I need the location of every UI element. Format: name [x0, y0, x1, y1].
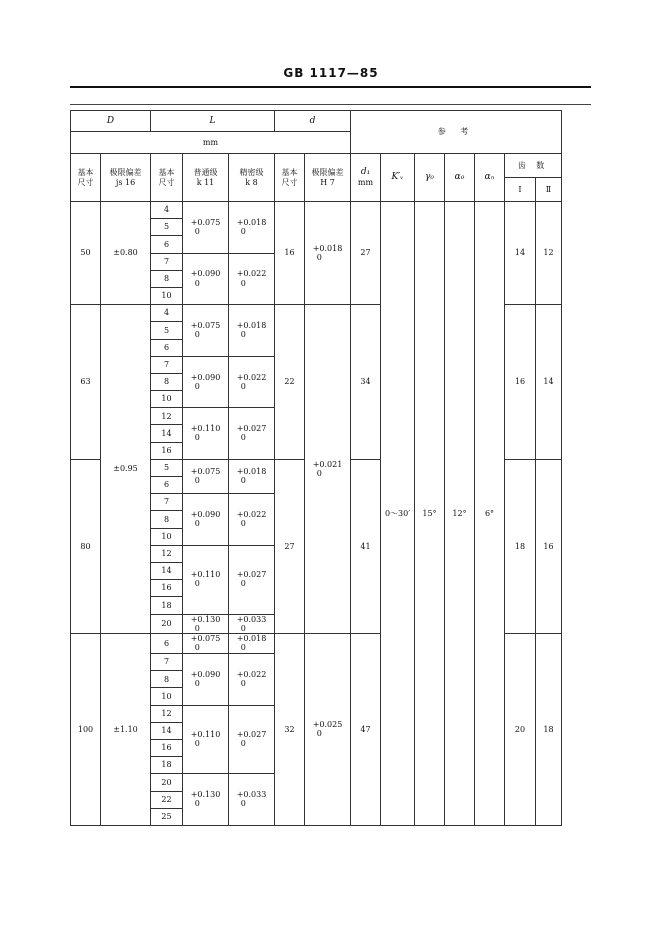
text: d₁ — [360, 167, 371, 178]
tolerance-value — [313, 244, 343, 262]
text: mm — [202, 137, 219, 147]
L-basic-size — [151, 322, 183, 339]
L-basic-size — [151, 442, 183, 459]
js16-heading — [101, 154, 151, 202]
alpha0-value — [445, 202, 475, 826]
D-basic-size — [71, 459, 101, 633]
text: +0.075 — [190, 217, 221, 227]
k8-tolerance — [229, 705, 275, 774]
tolerance-value — [191, 269, 221, 287]
d1-heading — [351, 154, 381, 202]
text: +0.018 — [236, 467, 267, 477]
text: 0 — [240, 330, 246, 340]
L-basic-size — [151, 705, 183, 722]
text: +0.022 — [236, 669, 267, 679]
tolerance-value — [191, 670, 221, 688]
text: 41 — [360, 541, 371, 551]
tolerance-value — [191, 634, 221, 652]
text: +0.027 — [236, 424, 267, 434]
k11-tolerance — [183, 634, 229, 654]
text: 基本 — [158, 167, 175, 177]
js16-deviation — [101, 305, 151, 634]
teeth-II-value — [536, 305, 562, 460]
text: 25 — [161, 812, 172, 822]
text: 12 — [161, 708, 172, 718]
text: 0 — [240, 679, 246, 689]
text: 极限偏差 — [311, 167, 344, 177]
text: 47 — [360, 724, 371, 734]
text: 6 — [163, 480, 170, 490]
text: +0.033 — [236, 614, 267, 624]
text: +0.090 — [190, 372, 221, 382]
text: mm — [357, 178, 374, 188]
alphan-heading — [475, 154, 505, 202]
L-basic-size — [151, 373, 183, 390]
L-basic-size — [151, 614, 183, 634]
text: +0.075 — [190, 321, 221, 331]
text: 基本 — [77, 167, 94, 177]
teeth-I-value — [505, 459, 536, 633]
k8-tolerance — [229, 202, 275, 254]
text: 63 — [80, 377, 91, 387]
reference-heading — [351, 111, 562, 154]
text: 34 — [360, 377, 371, 387]
L-basic-size — [151, 528, 183, 545]
tolerance-value — [191, 321, 221, 339]
L-basic-size — [151, 253, 183, 270]
H7-deviation — [305, 202, 351, 305]
text: 18 — [543, 724, 554, 734]
D-basic-size — [71, 305, 101, 460]
L-basic-size — [151, 356, 183, 373]
L-basic-size — [151, 287, 183, 304]
text: 0 — [240, 643, 246, 653]
text: k 8 — [245, 177, 258, 187]
text: 27 — [360, 248, 371, 258]
text: 精密级 — [239, 167, 264, 177]
text: 0 — [194, 330, 200, 340]
L-basic-size — [151, 722, 183, 739]
text: 0 — [240, 799, 246, 809]
unit-mm — [71, 132, 351, 154]
L-basic-size — [151, 236, 183, 253]
text: 18 — [514, 541, 526, 551]
text: 0 — [194, 476, 200, 486]
k8-tolerance — [229, 654, 275, 706]
teeth-I-value — [505, 202, 536, 305]
teeth-II-heading — [536, 178, 562, 202]
text: ±1.10 — [113, 724, 138, 734]
text: 0 — [316, 469, 322, 478]
text: 10 — [161, 691, 172, 701]
text: +0.022 — [236, 269, 267, 279]
js16-deviation — [101, 202, 151, 305]
tolerance-value — [313, 720, 343, 738]
text: +0.090 — [190, 269, 221, 279]
k11-tolerance — [183, 459, 229, 493]
col-L-heading — [151, 111, 275, 132]
text: 0 — [316, 729, 322, 739]
L-basic-size — [151, 774, 183, 791]
tolerance-value — [191, 570, 221, 588]
L-basic-size — [151, 459, 183, 476]
text: +0.018 — [236, 634, 267, 644]
text: 12 — [161, 411, 172, 421]
H7-heading — [305, 154, 351, 202]
L-basic-size — [151, 562, 183, 579]
tolerance-value — [237, 730, 267, 748]
k8-tolerance — [229, 634, 275, 654]
text: 0 — [194, 799, 200, 809]
text: 6° — [484, 508, 495, 518]
tolerance-value — [237, 269, 267, 287]
L-basic-size — [151, 511, 183, 528]
text: +0.027 — [236, 730, 267, 740]
text: 0 — [240, 579, 246, 589]
text: +0.130 — [190, 790, 221, 800]
text: α₀ — [454, 172, 465, 183]
text: 15° — [422, 508, 437, 518]
teeth-I-value — [505, 634, 536, 826]
text: 16 — [514, 377, 526, 387]
k11-tolerance — [183, 305, 229, 357]
kv-value — [381, 202, 415, 826]
text: 14 — [161, 428, 172, 438]
text: γ₀ — [425, 172, 434, 183]
tolerance-value — [237, 634, 267, 652]
text: k 11 — [196, 177, 215, 187]
tolerance-value — [237, 373, 267, 391]
text: D — [106, 115, 115, 126]
L-basic-size — [151, 391, 183, 408]
text: 0 — [194, 739, 200, 749]
tolerance-value — [191, 373, 221, 391]
L-basic-size — [151, 634, 183, 654]
basic-size-heading — [71, 154, 101, 202]
tolerance-value — [237, 790, 267, 808]
H7-deviation — [305, 305, 351, 634]
col-d-heading — [275, 111, 351, 132]
text: 22 — [161, 794, 172, 804]
text: ±0.80 — [113, 248, 138, 258]
d1-value — [351, 305, 381, 460]
d-basic-size — [275, 459, 305, 633]
L-basic-size — [151, 494, 183, 511]
tolerance-value — [237, 218, 267, 236]
text: 0 — [194, 643, 200, 653]
L-basic-size — [151, 688, 183, 705]
basic-size-heading — [151, 154, 183, 202]
tolerance-value — [237, 570, 267, 588]
tolerance-value — [237, 424, 267, 442]
text: 尺寸 — [77, 177, 94, 187]
text: 0 — [240, 476, 246, 486]
k8-tolerance — [229, 459, 275, 493]
tolerance-value — [237, 615, 267, 633]
D-basic-size — [71, 634, 101, 826]
text: ±0.95 — [113, 464, 138, 474]
L-basic-size — [151, 597, 183, 614]
text: 7 — [163, 359, 170, 369]
L-basic-size — [151, 671, 183, 688]
L-basic-size — [151, 808, 183, 825]
text: +0.090 — [190, 510, 221, 520]
text: +0.075 — [190, 634, 221, 644]
text: 6 — [163, 342, 170, 352]
k8-tolerance — [229, 774, 275, 826]
L-basic-size — [151, 270, 183, 287]
text: +0.075 — [190, 467, 221, 477]
gamma0-heading — [415, 154, 445, 202]
text: 极限偏差 — [109, 167, 142, 177]
d-basic-size — [275, 202, 305, 305]
text: 16 — [161, 445, 172, 455]
text: +0.130 — [190, 614, 221, 624]
tolerance-value — [191, 218, 221, 236]
k11-tolerance — [183, 408, 229, 460]
text: 8 — [163, 274, 170, 284]
text: 参 考 — [437, 127, 475, 137]
k11-tolerance — [183, 356, 229, 408]
text: 12° — [452, 508, 467, 518]
teeth-I-value — [505, 305, 536, 460]
js16-deviation — [101, 634, 151, 826]
text: 16 — [161, 583, 172, 593]
text: 50 — [80, 248, 91, 258]
text: +0.021 — [312, 459, 343, 469]
L-basic-size — [151, 219, 183, 236]
alpha0-heading — [445, 154, 475, 202]
text: 0 — [194, 278, 200, 288]
L-basic-size — [151, 305, 183, 322]
teeth-II-value — [536, 459, 562, 633]
d-basic-size — [275, 634, 305, 826]
tolerance-value — [237, 510, 267, 528]
text: 0 — [240, 381, 246, 391]
L-basic-size — [151, 477, 183, 494]
k8-tolerance — [229, 545, 275, 614]
tolerance-value — [191, 424, 221, 442]
D-basic-size — [71, 202, 101, 305]
text: Ⅱ — [545, 184, 552, 194]
L-basic-size — [151, 757, 183, 774]
text: 14 — [161, 726, 172, 736]
tolerance-value — [191, 790, 221, 808]
tolerance-value — [191, 730, 221, 748]
text: H 7 — [320, 177, 335, 187]
standard-code: GB 1117—85 — [283, 66, 379, 80]
text: 18 — [161, 600, 172, 610]
d1-value — [351, 634, 381, 826]
text: 20 — [514, 724, 526, 734]
text: K′ᵥ — [391, 172, 404, 183]
text: 16 — [161, 743, 172, 753]
tolerance-value — [191, 467, 221, 485]
text: 7 — [163, 497, 170, 507]
text: 14 — [543, 377, 554, 387]
dimension-table — [70, 110, 562, 826]
k11-tolerance — [183, 202, 229, 254]
text: +0.022 — [236, 372, 267, 382]
k8-tolerance — [229, 408, 275, 460]
text: js 16 — [115, 177, 136, 187]
header-rule — [70, 86, 591, 88]
text: 尺寸 — [158, 177, 175, 187]
d1-value — [351, 202, 381, 305]
text: 6 — [163, 638, 170, 648]
k11-tolerance — [183, 774, 229, 826]
text: 4 — [163, 205, 170, 215]
text: 8 — [163, 674, 170, 684]
teeth-II-value — [536, 202, 562, 305]
gamma0-value — [415, 202, 445, 826]
k11-tolerance — [183, 253, 229, 305]
L-basic-size — [151, 545, 183, 562]
text: 0 — [240, 227, 246, 237]
text: 普通级 — [193, 167, 218, 177]
text: 80 — [80, 541, 91, 551]
k11-tolerance — [183, 545, 229, 614]
text: 16 — [284, 248, 295, 258]
k8-tolerance — [229, 614, 275, 634]
teeth-heading — [505, 154, 562, 178]
text: 7 — [163, 657, 170, 667]
text: +0.018 — [236, 321, 267, 331]
text: 18 — [161, 760, 172, 770]
tolerance-value — [237, 467, 267, 485]
text: 14 — [161, 566, 172, 576]
d-basic-size — [275, 305, 305, 460]
text: 10 — [161, 291, 172, 301]
tolerance-value — [237, 670, 267, 688]
text: 0 — [194, 623, 200, 633]
text: 100 — [77, 724, 94, 734]
text: 12 — [543, 248, 554, 258]
text: +0.110 — [190, 730, 221, 740]
text: 0 — [316, 252, 322, 262]
text: 0 — [240, 278, 246, 288]
text: +0.033 — [236, 790, 267, 800]
text: +0.027 — [236, 570, 267, 580]
k11-tolerance — [183, 494, 229, 546]
text: 4 — [163, 308, 170, 318]
text: 5 — [163, 222, 170, 232]
L-basic-size — [151, 654, 183, 671]
L-basic-size — [151, 202, 183, 219]
text: 27 — [284, 541, 295, 551]
text: +0.022 — [236, 510, 267, 520]
text: 0 — [240, 519, 246, 529]
k8-tolerance — [229, 305, 275, 357]
text: 0 — [194, 433, 200, 443]
text: +0.018 — [312, 243, 343, 253]
text: +0.018 — [236, 217, 267, 227]
L-basic-size — [151, 580, 183, 597]
text: 6 — [163, 239, 170, 249]
text: 0 — [194, 579, 200, 589]
k11-tolerance — [183, 614, 229, 634]
L-basic-size — [151, 339, 183, 356]
k11-heading — [183, 154, 229, 202]
text: 基本 — [281, 167, 298, 177]
k8-tolerance — [229, 494, 275, 546]
text: d — [309, 115, 316, 126]
text: +0.025 — [312, 720, 343, 730]
k8-tolerance — [229, 356, 275, 408]
kv-heading — [381, 154, 415, 202]
text: +0.110 — [190, 424, 221, 434]
L-basic-size — [151, 791, 183, 808]
text: 齿 数 — [517, 160, 549, 170]
L-basic-size — [151, 408, 183, 425]
k8-heading — [229, 154, 275, 202]
text: αₙ — [484, 172, 495, 183]
teeth-I-heading — [505, 178, 536, 202]
L-basic-size — [151, 425, 183, 442]
tolerance-value — [191, 510, 221, 528]
text: +0.090 — [190, 669, 221, 679]
text: Ⅰ — [518, 184, 522, 194]
k11-tolerance — [183, 654, 229, 706]
d1-value — [351, 459, 381, 633]
text: 20 — [161, 777, 172, 787]
text: 0 — [240, 623, 246, 633]
text: 10 — [161, 394, 172, 404]
col-D-heading — [71, 111, 151, 132]
table-row — [71, 202, 562, 219]
text: 0 — [240, 433, 246, 443]
text: 5 — [163, 325, 170, 335]
k8-tolerance — [229, 253, 275, 305]
tolerance-value — [313, 460, 343, 478]
text: 0 — [194, 381, 200, 391]
text: L — [209, 115, 216, 126]
text: 16 — [543, 541, 554, 551]
text: 0 — [194, 519, 200, 529]
tolerance-value — [191, 615, 221, 633]
basic-size-heading — [275, 154, 305, 202]
text: 0 — [194, 227, 200, 237]
text: 0 — [194, 679, 200, 689]
teeth-II-value — [536, 634, 562, 826]
text: 10 — [161, 531, 172, 541]
text: 32 — [284, 724, 295, 734]
text: 尺寸 — [281, 177, 298, 187]
k11-tolerance — [183, 705, 229, 774]
text: 8 — [163, 377, 170, 387]
header-rule-thin — [70, 104, 591, 105]
text: +0.110 — [190, 570, 221, 580]
text: 7 — [163, 256, 170, 266]
H7-deviation — [305, 634, 351, 826]
text: 14 — [514, 248, 526, 258]
text: 22 — [284, 377, 295, 387]
L-basic-size — [151, 740, 183, 757]
text: 12 — [161, 549, 172, 559]
tolerance-value — [237, 321, 267, 339]
text: 5 — [163, 463, 170, 473]
text: 0 — [240, 739, 246, 749]
text: 8 — [163, 514, 170, 524]
text: 20 — [161, 619, 172, 629]
alphan-value — [475, 202, 505, 826]
text: 0～30′ — [384, 508, 411, 518]
